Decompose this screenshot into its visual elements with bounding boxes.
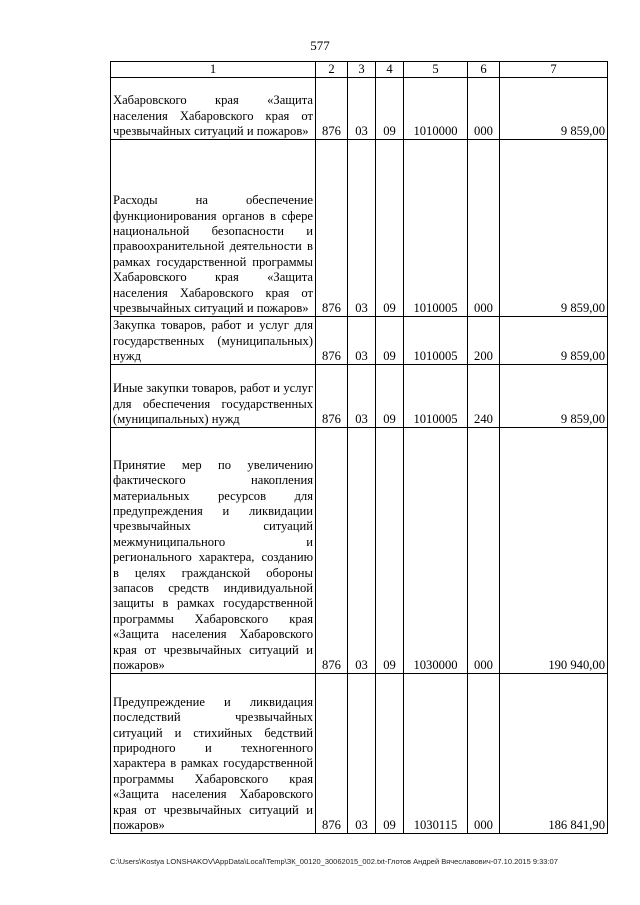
table-row [111,317,608,365]
cell-ministry: 876 [316,317,348,365]
cell-subsection: 09 [376,317,404,365]
cell-subsection: 09 [376,674,404,834]
header-col-4: 4 [376,62,404,78]
cell-ministry: 876 [316,78,348,140]
row-description: Принятие мер по увеличению фактического накопления материальных ресурсов для предупреждения и ликвидации чрезвычайных ситуаций межмуниципального и регионального характера, созданию в целях гражданской обороны запасов средств индивидуальной защиты в рамках государственной программы Хабаровского края «Защита населения Хабаровского края от чрезвычайных ситуаций и пожаров» [111,428,316,674]
header-col-5: 5 [404,62,468,78]
cell-amount: 190 940,00 [500,428,608,674]
cell-amount: 9 859,00 [500,78,608,140]
row-description: Закупка товаров, работ и услуг для государственных (муниципальных) нужд [111,317,316,365]
header-col-7: 7 [500,62,608,78]
header-col-2: 2 [316,62,348,78]
cell-section: 03 [348,365,376,428]
cell-subsection: 09 [376,428,404,674]
cell-target-article: 1010005 [404,140,468,317]
row-description: Предупреждение и ликвидация последствий чрезвычайных ситуаций и стихийных бедствий природного и техногенного характера в рамках государственной программы Хабаровского края «Защита населения Хабаровского края от чрезвычайных ситуаций и пожаров» [111,674,316,834]
cell-ministry: 876 [316,140,348,317]
cell-target-article: 1010005 [404,317,468,365]
cell-target-article: 1010005 [404,365,468,428]
table-row [111,78,608,140]
cell-amount: 9 859,00 [500,365,608,428]
header-col-6: 6 [468,62,500,78]
cell-section: 03 [348,428,376,674]
cell-expense-type: 240 [468,365,500,428]
cell-target-article: 1030000 [404,428,468,674]
cell-amount: 9 859,00 [500,317,608,365]
cell-expense-type: 200 [468,317,500,365]
cell-section: 03 [348,674,376,834]
cell-target-article: 1010000 [404,78,468,140]
cell-section: 03 [348,140,376,317]
cell-ministry: 876 [316,674,348,834]
row-description: Иные закупки товаров, работ и услуг для обеспечения государственных (муниципальных) нужд [111,365,316,428]
cell-expense-type: 000 [468,78,500,140]
page-number: 577 [310,38,330,53]
cell-subsection: 09 [376,365,404,428]
cell-ministry: 876 [316,428,348,674]
row-description: Расходы на обеспечение функционирования органов в сфере национальной безопасности и правоохранительной деятельности в рамках государственной программы Хабаровского края «Защита населения Хабаровского края от чрезвычайных ситуаций и пожаров» [111,140,316,317]
cell-expense-type: 000 [468,428,500,674]
table-row [111,140,608,317]
budget-table [110,61,608,834]
cell-ministry: 876 [316,365,348,428]
cell-subsection: 09 [376,140,404,317]
cell-section: 03 [348,317,376,365]
table-row [111,365,608,428]
cell-subsection: 09 [376,78,404,140]
cell-section: 03 [348,78,376,140]
header-col-1: 1 [111,62,316,78]
header-col-3: 3 [348,62,376,78]
cell-target-article: 1030115 [404,674,468,834]
header-row [111,62,608,78]
table-row [111,674,608,834]
cell-expense-type: 000 [468,674,500,834]
cell-amount: 186 841,90 [500,674,608,834]
cell-amount: 9 859,00 [500,140,608,317]
file-path-footer: C:\Users\Kostya LONSHAKOV\AppData\Local\Temp\ЗК_00120_30062015_002.txt-Глотов Андрей Вячеславович-07.10.2015 9:33:07 [110,857,558,866]
table-row [111,428,608,674]
cell-expense-type: 000 [468,140,500,317]
row-description: Хабаровского края «Защита населения Хабаровского края от чрезвычайных ситуаций и пожаров» [111,78,316,140]
